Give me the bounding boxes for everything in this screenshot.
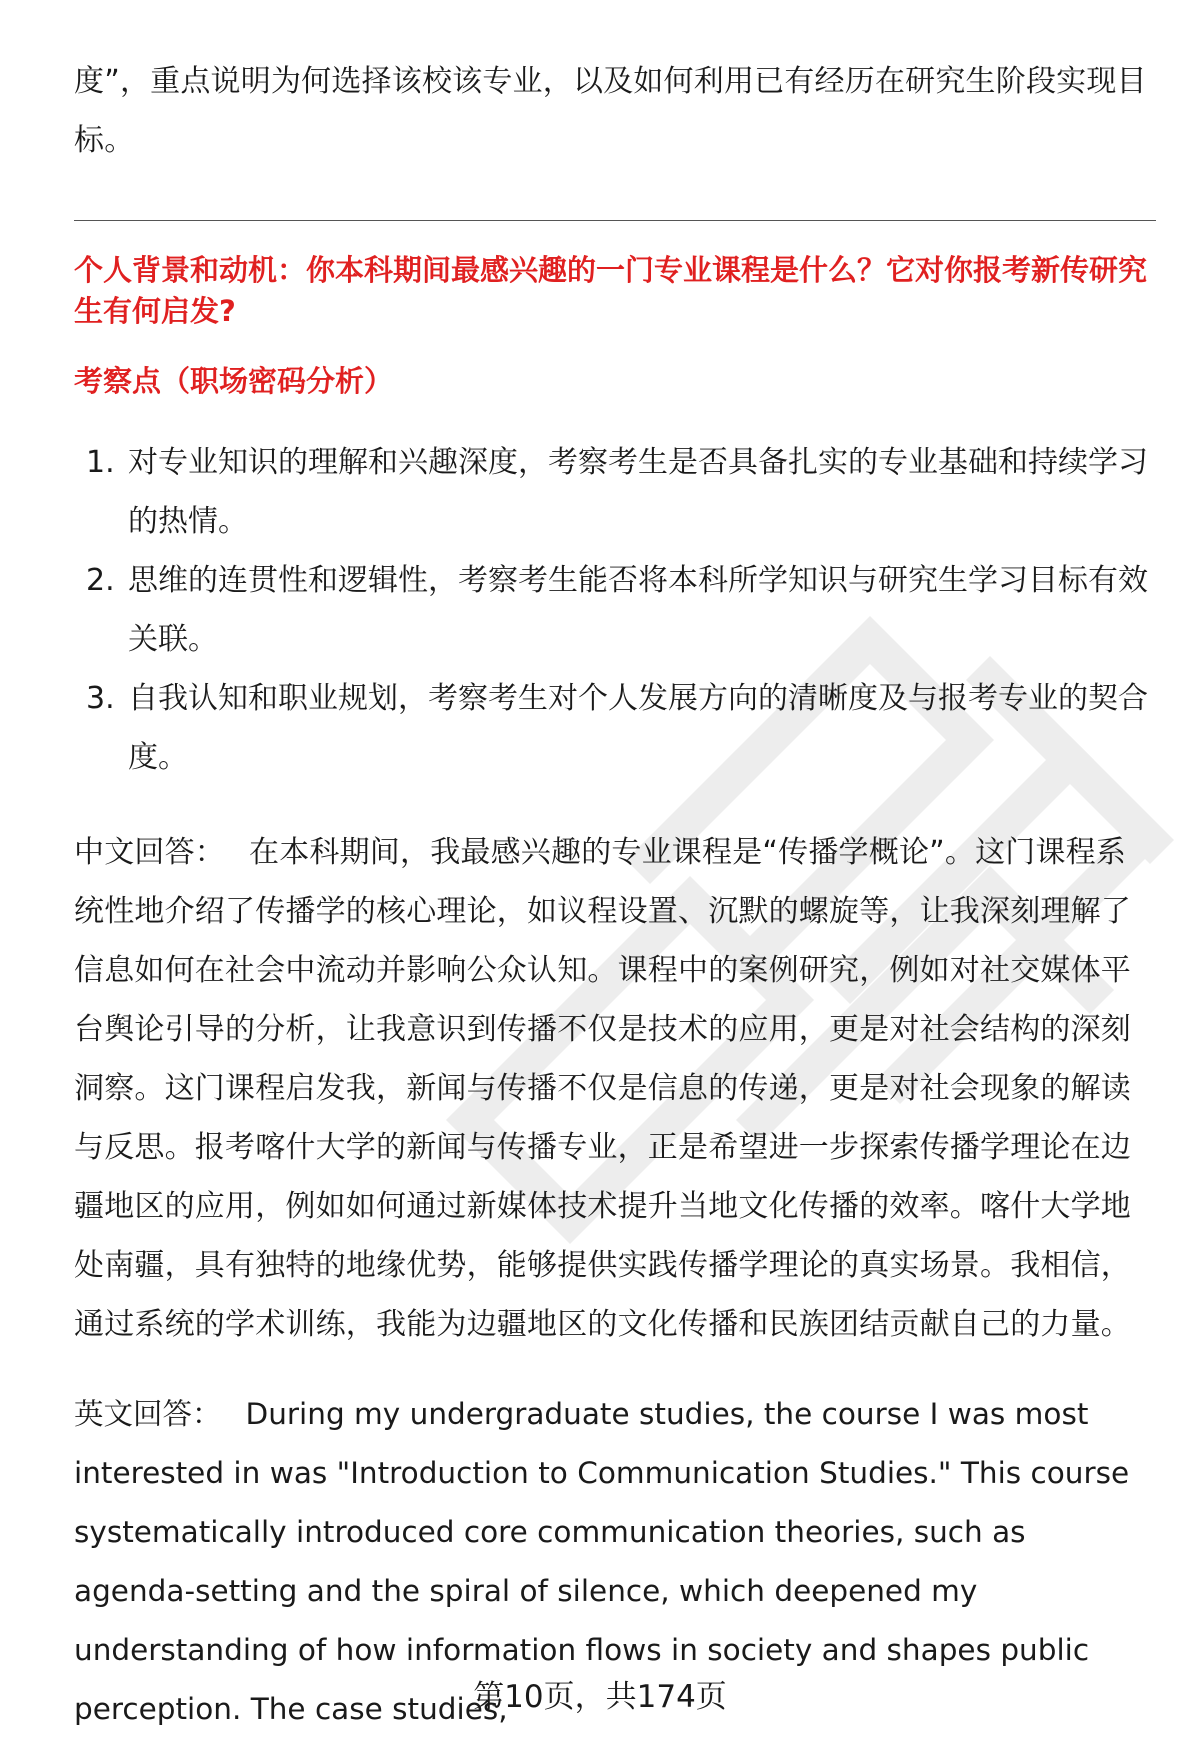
- list-item: [74, 551, 1156, 669]
- assessment-subheading: 考察点（职场密码分析）: [74, 364, 394, 398]
- list-item: [74, 433, 1156, 551]
- page-number-footer: 第10页，共174页: [473, 1679, 727, 1715]
- chinese-answer-text: 在本科期间，我最感兴趣的专业课程是“传播学概论”。这门课程系统性地介绍了传播学的核心理论，如议程设置、沉默的螺旋等，让我深刻理解了信息如何在社会中流动并影响公众认知。课程中的案例研究，例如对社交媒体平台舆论引导的分析，让我意识到传播不仅是技术的应用，更是对社会结构的深刻洞察。这门课程启发我，新闻与传播不仅是信息的传递，更是对社会现象的解读与反思。报考喀什大学的新闻与传播专业，正是希望进一步探索传播学理论在边疆地区的应用，例如如何通过新媒体技术提升当地文化传播的效率。喀什大学地处南疆，具有独特的地缘优势，能够提供实践传播学理论的真实场景。我相信，通过系统的学术训练，我能为边疆地区的文化传播和民族团结贡献自己的力量。: [74, 835, 1131, 1342]
- list-item-number: 1.: [86, 445, 115, 480]
- section-divider: [74, 220, 1156, 221]
- list-item-text: 思维的连贯性和逻辑性，考察考生能否将本科所学知识与研究生学习目标有效关联。: [128, 563, 1148, 657]
- chinese-answer-section: [74, 823, 1156, 1354]
- assessment-points-list: [74, 433, 1156, 787]
- question-heading: 个人背景和动机：你本科期间最感兴趣的一门专业课程是什么？它对你报考新传研究生有何启发?: [74, 253, 1148, 328]
- list-item-text: 自我认知和职业规划，考察考生对个人发展方向的清晰度及与报考专业的契合度。: [128, 681, 1148, 775]
- chinese-answer-label: 中文回答：: [74, 835, 225, 870]
- list-item-number: 3.: [86, 681, 115, 716]
- intro-paragraph: 度”，重点说明为何选择该校该专业，以及如何利用已有经历在研究生阶段实现目标。: [74, 64, 1147, 158]
- list-item-number: 2.: [86, 563, 115, 598]
- chinese-answer-paragraph: [74, 823, 1156, 1354]
- english-answer-text: During my undergraduate studies, the course I was most interested in was "Introduction to Communication Studies." This course systematically introduced core communication theories, such as agenda-setting and the spiral of silence, which deepened my understanding of how information flows in society and shapes public perception. The case studies,: [74, 1397, 1130, 1726]
- english-answer-label: 英文回答：: [74, 1397, 222, 1431]
- list-item: [74, 669, 1156, 787]
- list-item-text: 对专业知识的理解和兴趣深度，考察考生是否具备扎实的专业基础和持续学习的热情。: [128, 445, 1148, 539]
